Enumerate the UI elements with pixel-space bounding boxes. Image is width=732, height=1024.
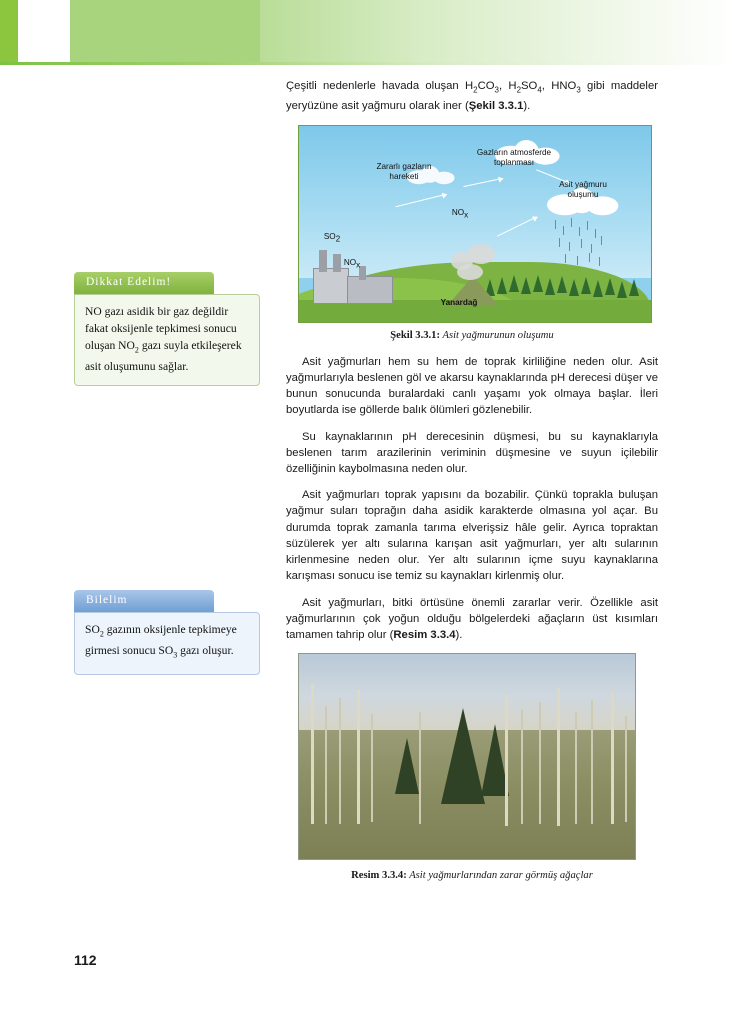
header-band-mid — [70, 0, 260, 62]
photo-conifer-left — [395, 738, 419, 794]
know-box-title: Bilelim — [74, 590, 214, 612]
header-band-gradient — [260, 0, 732, 62]
damaged-trees-photo — [298, 653, 636, 860]
page-number: 112 — [74, 952, 97, 968]
label-nox-factory: $NO_x$ — [343, 257, 361, 270]
label-so2-factory: $SO_2$ — [323, 231, 341, 244]
acid-rain-diagram — [298, 125, 652, 323]
label-volcano: Yanardağ — [440, 297, 478, 307]
volcano-smoke — [451, 244, 495, 280]
attention-box-title: Dikkat Edelim! — [74, 272, 214, 294]
paragraph-vegetation: Asit yağmurları, bitki örtüsüne önemli zararlar verir. Özellikle asit yağmurlarının çok yoğun olduğu bölgelerdeki ağaçların üst kısımları tamamen tahrip olur (Resim 3.3.4). — [286, 596, 658, 641]
paragraph-soil-structure: Asit yağmurları toprak yapısını da bozabilir. Çünkü toprakla buluşan yağmur suları toprağın daha asidik karakterde olmasına yol açar. Bu durumda toprak zamanla tarıma elverişsiz hâle gelir. Ayrıca topraktan süzülerek yer altı sularına karışan asit yağmurları, yer altı sularının kirlenmesine neden olur. Yer altı sularının içme suyu kaynaklarına karışması sonucu ise temiz su kaynakları kirlenmiş olur. — [286, 489, 658, 583]
page-header-band — [0, 0, 732, 62]
paragraph-water-soil: Asit yağmurları hem su hem de toprak kirliliğine neden olur. Asit yağmurlarıyla beslenen göl ve akarsu kaynaklarında pH derecesi düşer ve bunun sonucunda buralardaki canlı yaşamı yok olmaya başlar. İleri boyutlarda ise göllerde balık ölümleri gözlenebilir. — [286, 355, 658, 417]
figure-caption-sekil-text: Asit yağmurunun oluşumu — [440, 329, 554, 341]
figure-caption-resim-text: Asit yağmurlarından zarar görmüş ağaçlar — [406, 870, 593, 882]
figure-caption-sekil-label: Şekil 3.3.1: — [390, 329, 441, 341]
know-box — [74, 590, 260, 675]
attention-box — [74, 272, 260, 386]
label-atmosphere-collection: Gazların atmosferde toplanması — [476, 147, 552, 167]
label-harmful-gases: Zararlı gazların hareketi — [376, 161, 432, 181]
paragraph-ph-decrease: Su kaynaklarının pH derecesinin düşmesi, bu su kaynaklarıyla beslenen tarım arazilerinin veriminin düşmesine ve suyun içilebilir özelliğinin kaybolmasına neden olur. — [286, 430, 658, 476]
main-text-column — [286, 78, 658, 894]
figure-caption-resim — [286, 868, 658, 884]
know-box-body: $SO_2$ gazının oksijenle tepkimeye girmesi sonucu $SO_3$ gazı oluşur. — [74, 612, 260, 675]
label-nox-air: $NO_x$ — [451, 207, 469, 220]
header-rule — [0, 62, 732, 65]
figure-caption-resim-label: Resim 3.3.4: — [351, 870, 407, 882]
paragraph-intro: Çeşitli nedenlerle havada oluşan $H_2CO_3$, $H_2SO_4$, $HNO_3$ gibi maddeler yeryüzüne asit yağmuru olarak iner (Şekil 3.3.1). — [286, 80, 658, 113]
header-band-green-left — [0, 0, 18, 62]
header-band-white-gap — [18, 0, 70, 62]
figure-caption-sekil — [286, 328, 658, 344]
label-acid-rain-formation: Asit yağmuru oluşumu — [559, 179, 607, 199]
attention-box-body: NO gazı asidik bir gaz değildir fakat oksijenle tepkimesi sonucu oluşan $NO_2$ gazı suyla etkileşerek asit oluşumunu sağlar. — [74, 294, 260, 386]
photo-conifer-main — [441, 708, 485, 804]
